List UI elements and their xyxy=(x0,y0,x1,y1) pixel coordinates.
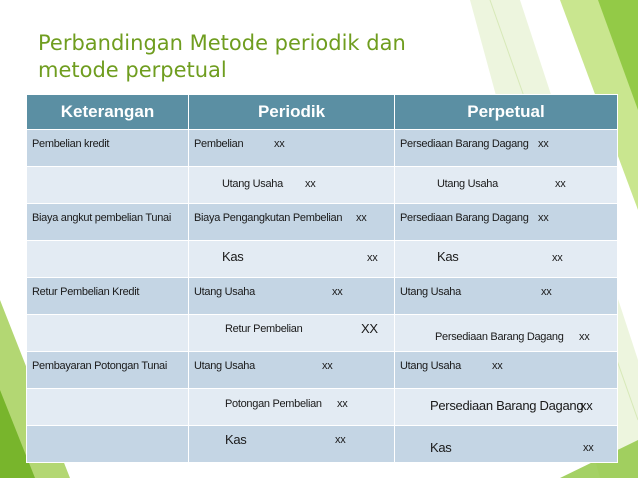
header-periodik: Periodik xyxy=(189,95,395,130)
table-row xyxy=(27,278,618,315)
perpetual-amount: xx xyxy=(555,178,566,190)
perpetual-amount: xx xyxy=(583,442,594,454)
perpetual-account: Utang Usaha xyxy=(400,360,461,372)
perpetual-amount: xx xyxy=(492,360,503,372)
perpetual-account: Persediaan Barang Dagang xyxy=(435,331,564,343)
perpetual-account: Persediaan Barang Dagang xyxy=(400,212,529,224)
perpetual-amount: xx xyxy=(538,138,549,150)
cell-perpetual xyxy=(395,278,618,315)
cell-periodik xyxy=(189,204,395,241)
cell-periodik xyxy=(189,389,395,426)
cell-keterangan xyxy=(27,204,189,241)
periodik-account: Pembelian xyxy=(194,138,244,150)
periodik-account: Utang Usaha xyxy=(194,286,255,298)
periodik-account: Kas xyxy=(222,249,244,264)
periodik-account: Utang Usaha xyxy=(194,360,255,372)
cell-keterangan xyxy=(27,130,189,167)
perpetual-account: Utang Usaha xyxy=(400,286,461,298)
perpetual-amount: xx xyxy=(538,212,549,224)
table-row xyxy=(27,389,618,426)
periodik-amount: xx xyxy=(356,212,367,224)
perpetual-account: Persediaan Barang Dagang xyxy=(400,138,529,150)
cell-keterangan xyxy=(27,241,189,278)
periodik-account: Utang Usaha xyxy=(222,178,283,190)
periodik-amount: XX xyxy=(361,321,378,336)
perpetual-account: Kas xyxy=(437,249,459,264)
periodik-account: Kas xyxy=(225,432,247,447)
header-keterangan: Keterangan xyxy=(27,95,189,130)
table-header-row xyxy=(27,95,618,130)
header-perpetual: Perpetual xyxy=(395,95,618,130)
cell-periodik xyxy=(189,130,395,167)
slide-title-line-1: Perbandingan Metode periodik dan xyxy=(38,31,406,55)
keterangan-text: Pembayaran Potongan Tunai xyxy=(32,360,167,372)
periodik-amount: xx xyxy=(337,398,348,410)
periodik-account: Potongan Pembelian xyxy=(225,398,322,410)
slide-title-line-2: metode perpetual xyxy=(38,58,227,82)
cell-perpetual xyxy=(395,315,618,352)
cell-perpetual xyxy=(395,426,618,463)
cell-keterangan xyxy=(27,315,189,352)
cell-keterangan xyxy=(27,167,189,204)
cell-perpetual xyxy=(395,241,618,278)
cell-keterangan xyxy=(27,389,189,426)
perpetual-amount: xx xyxy=(579,331,590,343)
slide-title xyxy=(38,30,468,84)
periodik-amount: xx xyxy=(332,286,343,298)
cell-periodik xyxy=(189,167,395,204)
cell-keterangan xyxy=(27,352,189,389)
cell-perpetual xyxy=(395,352,618,389)
cell-perpetual xyxy=(395,204,618,241)
cell-periodik xyxy=(189,315,395,352)
periodik-amount: xx xyxy=(322,360,333,372)
table-row xyxy=(27,315,618,352)
periodik-amount: xx xyxy=(367,252,378,264)
table-row xyxy=(27,130,618,167)
keterangan-text: Pembelian kredit xyxy=(32,138,110,150)
cell-periodik xyxy=(189,241,395,278)
perpetual-amount: xx xyxy=(541,286,552,298)
cell-periodik xyxy=(189,278,395,315)
cell-keterangan xyxy=(27,426,189,463)
table-row xyxy=(27,241,618,278)
table-row xyxy=(27,204,618,241)
perpetual-amount: xx xyxy=(552,252,563,264)
periodik-account: Retur Pembelian xyxy=(225,323,303,335)
cell-keterangan xyxy=(27,278,189,315)
table-row xyxy=(27,167,618,204)
periodik-amount: xx xyxy=(305,178,316,190)
table-row xyxy=(27,352,618,389)
cell-perpetual xyxy=(395,130,618,167)
periodik-account: Biaya Pengangkutan Pembelian xyxy=(194,212,343,224)
cell-periodik xyxy=(189,352,395,389)
keterangan-text: Biaya angkut pembelian Tunai xyxy=(32,212,171,224)
cell-perpetual xyxy=(395,167,618,204)
perpetual-account: Kas xyxy=(430,440,452,455)
keterangan-text: Retur Pembelian Kredit xyxy=(32,286,140,298)
cell-periodik xyxy=(189,426,395,463)
comparison-table xyxy=(26,94,618,463)
perpetual-account: Persediaan Barang Dagang xyxy=(430,398,584,413)
periodik-amount: xx xyxy=(335,434,346,446)
periodik-amount: xx xyxy=(274,138,285,150)
cell-perpetual xyxy=(395,389,618,426)
table-row xyxy=(27,426,618,463)
perpetual-amount: xx xyxy=(580,398,593,413)
perpetual-account: Utang Usaha xyxy=(437,178,498,190)
